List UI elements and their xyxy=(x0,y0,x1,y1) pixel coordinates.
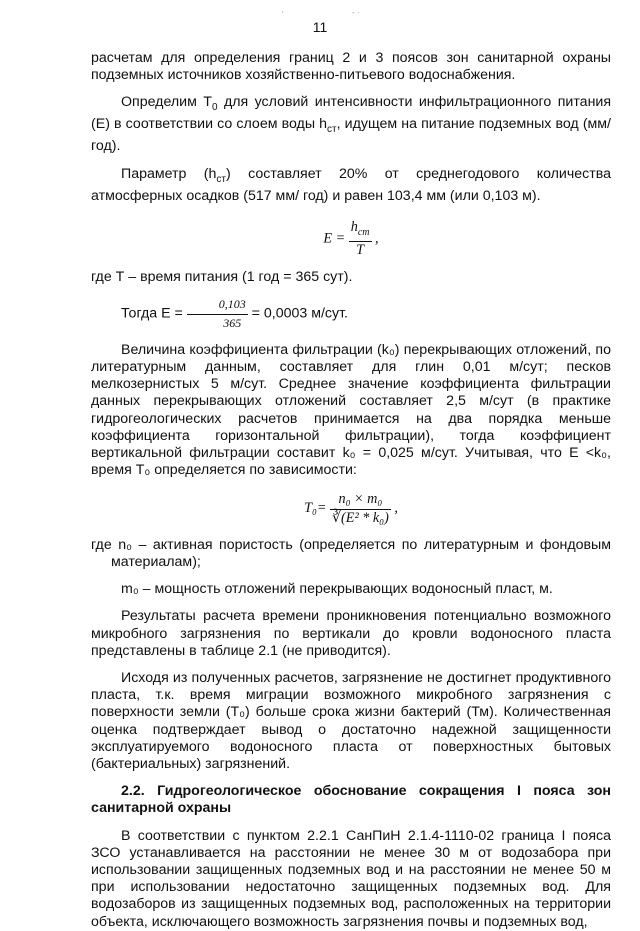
paragraph: Параметр $(h_{ст})$ составляет 20% от среднегодового количества атмосферных осадков (517 мм/ год) и равен 103,4 мм (или 0,103 м). xyxy=(91,165,611,204)
paragraph: расчетам для определения границ 2 и 3 поясов зон санитарной охраны подземных источников хозяйственно-питьевого водоснабжения. xyxy=(91,50,611,84)
paragraph: m₀ – мощность отложений перекрывающих водоносный пласт, м. xyxy=(121,581,553,598)
paragraph: Величина коэффициента фильтрации (k₀) перекрывающих отложений, по литературным данным, составляет для глин 0,01 м/сут; песков мелкозернистых 5 м/сут. Среднее значение коэффициента фильтрации данных перекрывающих отложений составляет 2,5 м/сут (в практике гидрогеологических расчетов принимается на два порядка меньше коэффициента горизонтальной фильтрации), тогда коэффициент вертикальной фильтрации составит k₀ = 0,025 м/сут. Учитывая, что Е <k₀, время Т₀ определяется по зависимости: xyxy=(91,341,611,479)
paragraph: В соответствии с пунктом 2.2.1 СанПиН 2.1.4-1110-02 граница I пояса ЗСО устанавливается на расстоянии не менее 30 м от водозабора при использовании защищенных подземных вод и на расстоянии не менее 50 м при использовании недостаточно защищенных подземных вод. Для водозаборов из защищенных подземных вод, расположенных на территории объекта, исключающего возможность загрязнения почвы и подземных вод, xyxy=(91,827,611,930)
document-body xyxy=(91,50,611,931)
page-number: 11 xyxy=(312,19,328,35)
formula-t0: T₀= $\frac{\text{n₀ × m₀}}{\text{∛(E² * k₀)}}$ , xyxy=(304,491,398,526)
paragraph: Результаты расчета времени проникновения потенциально возможного микробного загрязнения по вертикали до кровли водоносного пласта представлены в таблице 2.1 (не приводится). xyxy=(91,608,611,659)
section-heading: 2.2. Гидрогеологическое обоснование сокращения I пояса зон санитарной охраны xyxy=(91,783,611,817)
paragraph: Тогда Е = $\frac{0,103}{365}$ = 0,0003 м/сут. xyxy=(121,297,348,330)
scan-mark: - · xyxy=(352,8,360,17)
paragraph: где n₀ – активная пористость (определяется по литературным и фондовым материалам); xyxy=(91,536,611,570)
paragraph: Исходя из полученных расчетов, загрязнение не достигнет продуктивного пласта, т.к. время миграции возможного микробного загрязнения с поверхности земли (Т₀) больше срока жизни бактерий (Тм). Количественная оценка подтверждает вывод о достаточно надежной защищенности эксплуатируемого водоносного пласта от поверхностных бытовых (бактериальных) загрязнений. xyxy=(91,670,611,773)
paragraph: где Т – время питания (1 год = 365 сут). xyxy=(91,269,353,286)
paragraph: Определим $Т_0$ для условий интенсивности инфильтрационного питания (Е) в соответствии со слоем воды $h_{ст}$, идущем на питание подземных вод (мм/год). xyxy=(91,94,612,155)
formula-e: E = $\frac{h_{ст}}{T}$ , xyxy=(323,218,379,258)
scan-mark: ' xyxy=(282,10,284,19)
